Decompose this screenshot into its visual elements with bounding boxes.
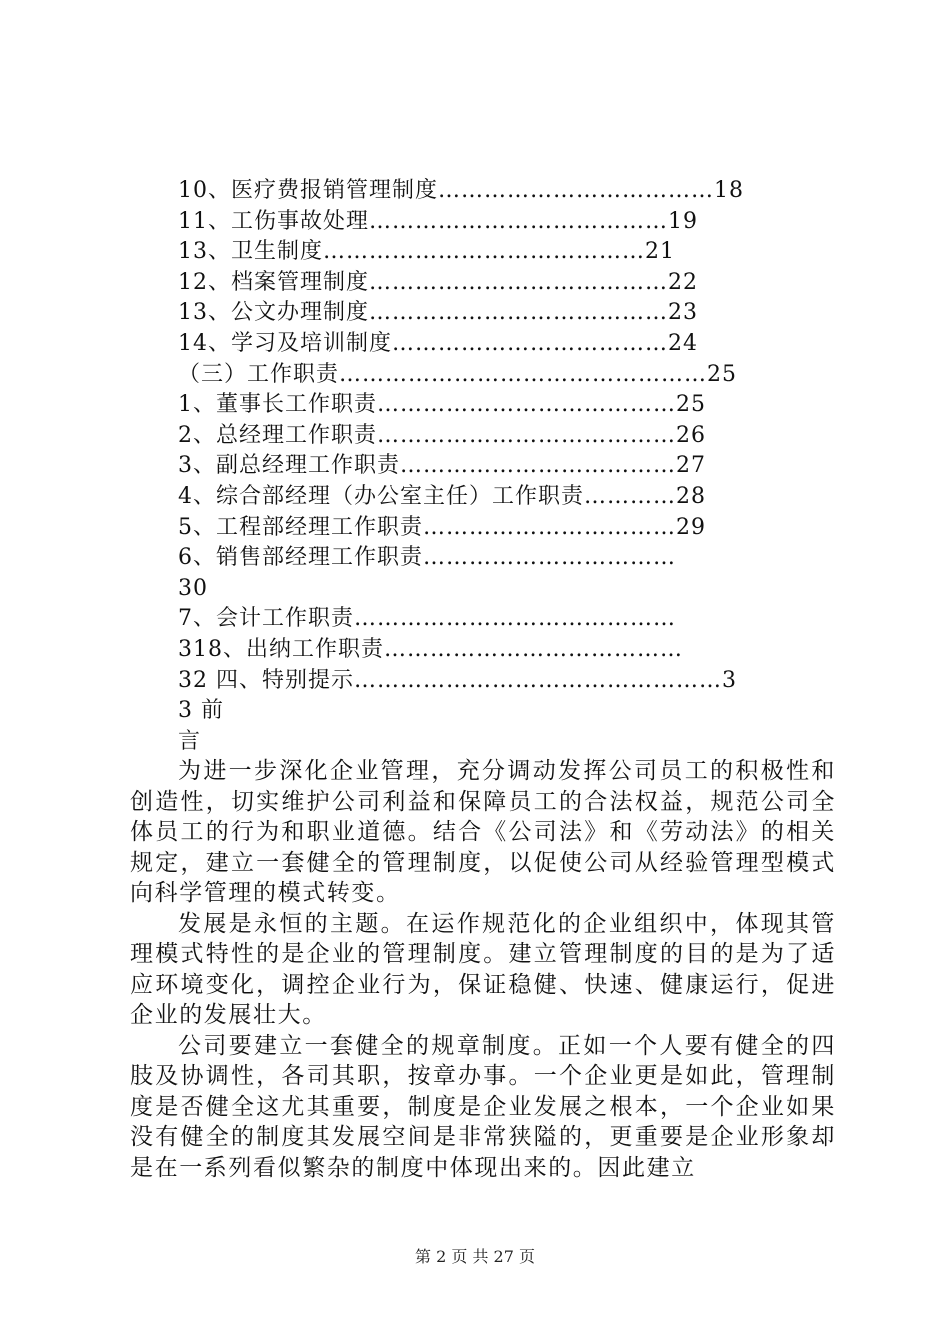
table-of-contents (178, 176, 838, 757)
toc-line: 1、董事长工作职责…………………………………25 (178, 392, 706, 418)
toc-line: 12、档案管理制度…………………………………22 (178, 269, 698, 295)
toc-line: 32 四、特别提示…………………………………………3 (178, 667, 737, 693)
toc-line: 14、学习及培训制度………………………………24 (178, 330, 698, 356)
toc-line: 30 (178, 575, 208, 601)
toc-line: 6、销售部经理工作职责…………………………… (178, 545, 676, 571)
body-paragraph: 公司要建立一套健全的规章制度。正如一个人要有健全的四肢及协调性，各司其职，按章办事。一个企业更是如此，管理制度是否健全这尤其重要，制度是企业发展之根本，一个企业如果没有健全的制度其发展空间是非常狭隘的，更重要是企业形象却是在一系列看似繁杂的制度中体现出来的。因此建立 (130, 1032, 836, 1181)
toc-line: 13、公文办理制度…………………………………23 (178, 300, 698, 326)
toc-line: （三）工作职责…………………………………………25 (178, 361, 737, 387)
page-footer: 第 2 页 共 27 页 (415, 1247, 535, 1266)
toc-line: 11、工伤事故处理…………………………………19 (178, 208, 698, 234)
toc-line: 10、医疗费报销管理制度………………………………18 (178, 178, 744, 203)
toc-line: 3 前 (178, 698, 224, 724)
toc-line: 2、总经理工作职责…………………………………26 (178, 422, 706, 448)
toc-line: 言 (178, 728, 202, 754)
toc-line: 13、卫生制度……………………………………21 (178, 239, 675, 265)
toc-line: 3、副总经理工作职责………………………………27 (178, 453, 706, 479)
toc-line: 4、综合部经理（办公室主任）工作职责…………28 (178, 483, 706, 509)
body-paragraph: 为进一步深化企业管理，充分调动发挥公司员工的积极性和创造性，切实维护公司利益和保障员工的合法权益，规范公司全体员工的行为和职业道德。结合《公司法》和《劳动法》的相关规定，建立一套健全的管理制度，以促使公司从经验管理型模式向科学管理的模式转变。 (130, 758, 836, 906)
toc-line: 318、出纳工作职责………………………………… (178, 636, 683, 662)
preface-body (130, 756, 836, 1183)
toc-line: 5、工程部经理工作职责……………………………29 (178, 514, 706, 540)
body-paragraph: 发展是永恒的主题。在运作规范化的企业组织中，体现其管理模式特性的是企业的管理制度。建立管理制度的目的是为了适应环境变化，调控企业行为，保证稳健、快速、健康运行，促进企业的发展壮大。 (130, 910, 836, 1028)
toc-line: 7、会计工作职责…………………………………… (178, 606, 676, 632)
